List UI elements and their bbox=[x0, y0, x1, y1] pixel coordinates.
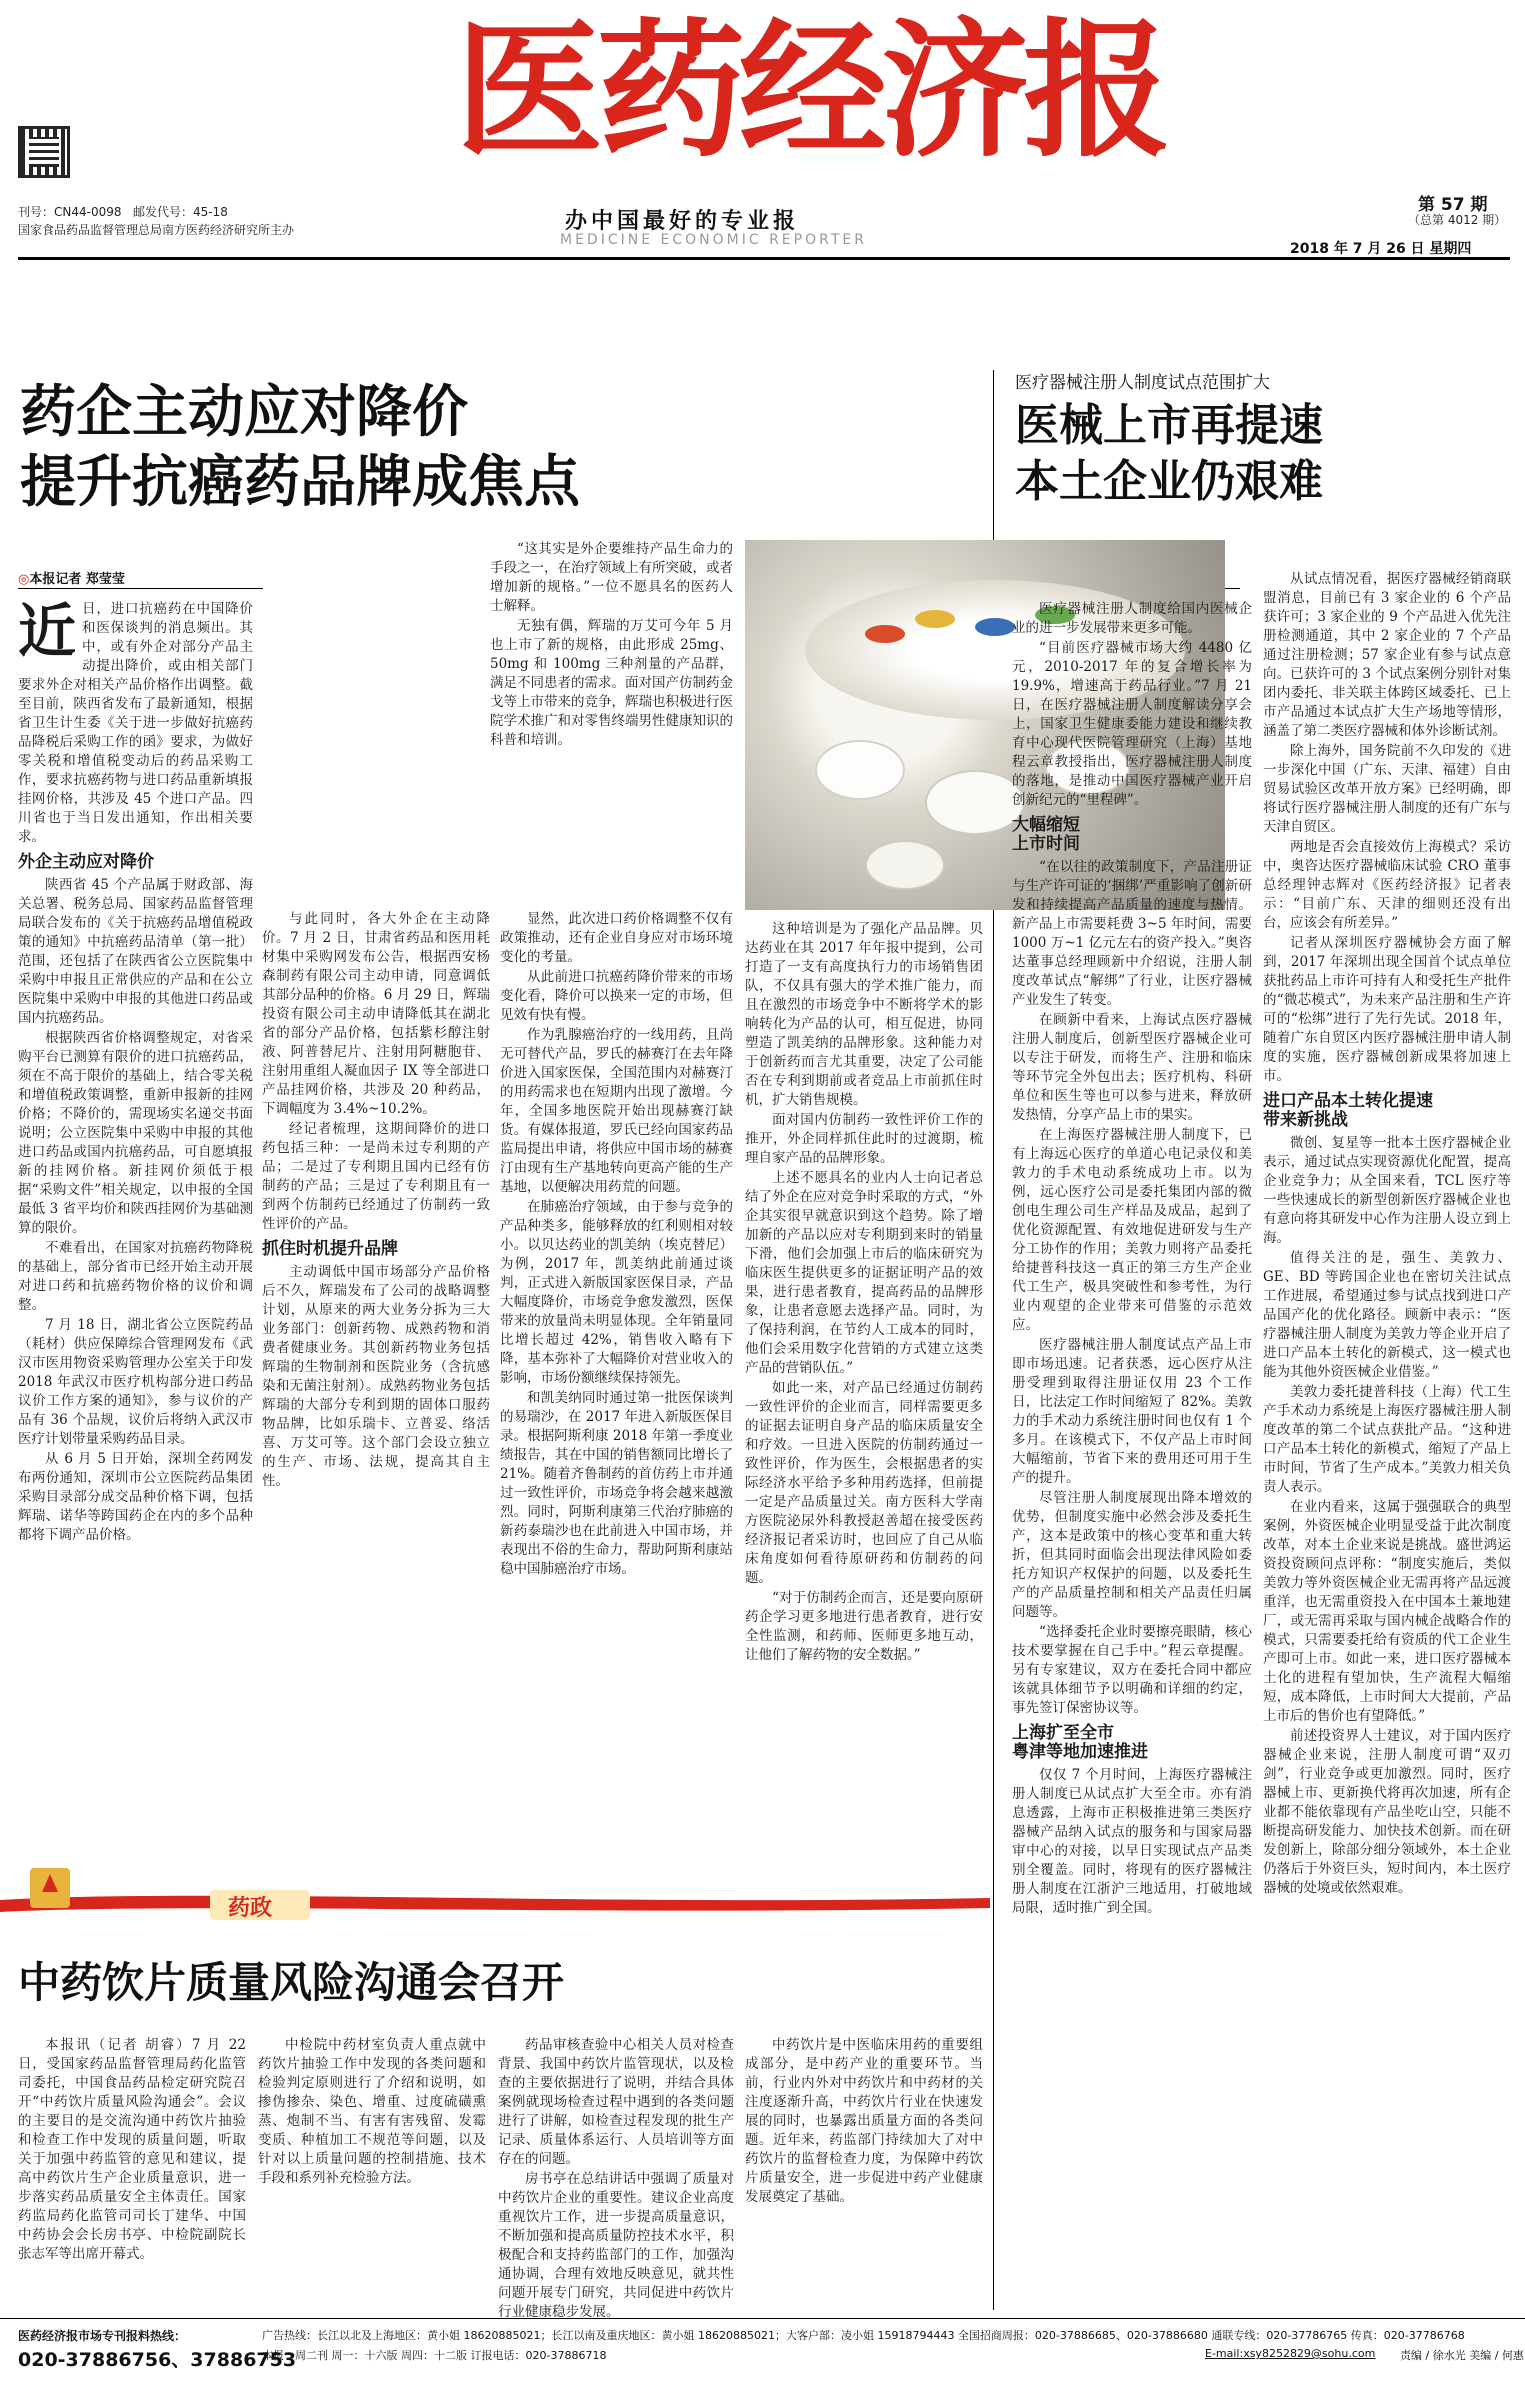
article1-column-4-body: 这种培训是为了强化产品品牌。贝达药业在其 2017 年年报中提到，公司打造了一支有高度执行力的市场销售团队，不仅具有强大的学术推广能力，而且在激烈的市场竞争中不断将学术的影响转化为产品的认可，相互促进，协同塑造了凯美纳的品牌形象。这种能力对于创新药而言尤其重要，决定了公司能否在专利到期前或者竞品上市前抓住时机，扩大销售规模。 面对国内仿制药一致性评价工作的推开，外企同样抓住此时的过渡期，梳理自家产品的品牌形象。 上述不愿具名的业内人士向记者总结了外企在应对竞争时采取的方式，“外企其实很早就意识到这个趋势。除了增加新的产品以应对专利期到来时的销量下滑，他们会加强上市后的临床研究为临床医生提供更多的证据证明产品的效果，进行患者教育，提高药品的品牌形象，让患者意愿去选择产品。同时，为了保持利润，在节约人工成本的同时，他们会采用数字化营销的方式建立这类产品的营销队伍。” 如此一来，对产品已经通过仿制药一致性评价的企业而言，同样需要更多的证据去证明自身产品的临床质量安全和疗效。一旦进入医院的仿制药通过一致性评价，作为医生，会根据患者的实际经济水平给予多种用药选择，但前提一定是产品质量过关。南方医科大学南方医院泌尿外科教授赵善超在接受医药经济报记者采访时，也回应了自己从临床角度如何看待原研药和仿制药的问题。 “对于仿制药企而言，还是要向原研药企学习更多地进行患者教育，进行安全性监测，和药师、医师更多地互动，让他们了解药物的安全数据。” bbox=[745, 921, 983, 1663]
newspaper-title: 医药经济报 bbox=[455, 3, 1165, 177]
article1-subhead-2: 抓住时机提升品牌 bbox=[262, 1239, 398, 1259]
hotline-number: 020-37886756、37886753 bbox=[18, 2349, 297, 2371]
article1-column-2: 与此同时，各大外企在主动降价。7 月 2 日，甘肃省药品和医用耗材集中采购网发布公告，根据西安杨森制药有限公司主动申请，同意调低其部分品种的价格。6 月 29 日，辉瑞投资有限公司主动申请降低其在湖北省的部分产品价格，包括紫杉醇注射液、阿普替尼片、注射用阿糖胞苷、注射用重组人凝血因子 IX 等全部进口产品挂网价格，共涉及 20 种药品，下调幅度为 3.4%~10.2%。 经记者梳理，这期间降价的进口药包括三种：一是尚未过专利期的产品；二是过了专利期且国内已经有仿制药的产品；三是过了专利期且有一到两个仿制药已经通过了仿制药一致性评价的产品。 抓住时机提升品牌 主动调低中国市场部分产品价格后不久，辉瑞发布了公司的战略调整计划，从原来的两大业务分拆为三大业务部门：创新药物、成熟药物和消费者健康业务。其创新药物业务包括辉瑞的生物制剂和医院业务（含抗感染和无菌注射剂）。成熟药物业务包括辉瑞的大部分专利到期的固体口服药物品牌，比如乐瑞卡、立普妥、络活喜、万艾可等。这个部门会设立独立的生产、市场、法规，提高其自主性。 bbox=[262, 911, 490, 1489]
editors: 责编 / 徐水光 美编 / 何惠 bbox=[1400, 2349, 1524, 2362]
article3-column-4: 中药饮片是中医临床用药的重要组成部分，是中药产业的重要环节。当前，行业内外对中药饮片和中药材的关注度逐渐升高，中药饮片行业在快速发展的同时，也暴露出质量方面的各类问题。近年来，药监部门持续加大了对中药饮片的监督检查力度，为保障中药饮片质量安全，进一步促进中药产业健康发展奠定了基础。 bbox=[745, 2037, 983, 2205]
section-tag: 药政 bbox=[228, 1896, 273, 1921]
article1-column-3: 显然，此次进口药价格调整不仅有政策推动，还有企业自身应对市场环境变化的考量。 从此前进口抗癌药降价带来的市场变化看，降价可以换来一定的市场，但见效有快有慢。 作为乳腺癌治疗的一线用药，且尚无可替代产品，罗氏的赫赛汀在去年降价进入国家医保，全国范围内对赫赛汀的用药需求也在短期内出现了激增。今年，全国多地医院开始出现赫赛汀缺货。有媒体报道，罗氏已经向国家药品监局提出申请，将供应中国市场的赫赛汀由现有生产基地转向更高产能的生产基地，以便解决用药荒的问题。 在肺癌治疗领域，由于参与竞争的产品种类多，能够释放的红利则相对较小。以贝达药业的凯美纳（埃克替尼）为例，2017 年，凯美纳此前通过谈判，正式进入新版国家医保目录，产品大幅度降价，市场竞争愈发激烈，医保带来的放量尚未明显体现。全年销量同比增长超过 42%，销售收入略有下降，基本弥补了大幅降价对营业收入的影响，市场份额继续保持领先。 和凯美纳同时通过第一批医保谈判的易瑞沙，在 2017 年进入新版医保目录。根据阿斯利康 2018 年第一季度业绩报告，其在中国的销售额同比增长了 21%。随着齐鲁制药的首仿药上市并通过一致性评价，市场竞争将会越来越激烈。同时，阿斯利康第三代治疗肺癌的新药泰瑞沙也在此前进入中国市场，并表现出不俗的生命力，帮助阿斯利康站稳中国肺癌治疗市场。 bbox=[500, 911, 733, 1577]
slogan-english: MEDICINE ECONOMIC REPORTER bbox=[560, 232, 867, 248]
article1-byline: ◎本报记者 郑莹莹 bbox=[18, 572, 125, 587]
issn-code: 刊号：CN44-0098 bbox=[18, 205, 122, 219]
email-link[interactable]: E-mail:xsy8252829@sohu.com bbox=[1205, 2347, 1376, 2360]
total-issue: （总第 4012 期） bbox=[1408, 213, 1507, 227]
article1-subhead-1: 外企主动应对降价 bbox=[18, 852, 154, 872]
article1-headline: 药企主动应对降价 提升抗癌药品牌成焦点 bbox=[20, 380, 580, 515]
article2-headline: 医械上市再提速 本土企业仍艰难 bbox=[1015, 400, 1323, 507]
article2-column-2: 从试点情况看，据医疗器械经销商联盟消息，目前已有 3 家企业的 6 个产品获许可；3 家企业的 9 个产品进入优先注册检测通道，其中 2 家企业的 7 个产品通过注册检测；57 家企业有参与试点意向。已获许可的 3 个试点案例分别针对集团内委托、非关联主体跨区域委托、已上市产品通过本试点扩大生产场地等情形，涵盖了第二类医疗器械和体外诊断试剂。 除上海外，国务院前不久印发的《进一步深化中国（广东、天津、福建）自由贸易试验区改革开放方案》已经明确，即将试行医疗器械注册人制度的还有广东与天津自贸区。 两地是否会直接效仿上海模式？采访中，奥咨达医疗器械临床试验 CRO 董事总经理钟志辉对《医药经济报》记者表示：“目前广东、天津的细则还没有出台，应该会有所差异。” 记者从深圳医疗器械协会方面了解到，2017 年深圳出现全国首个试点单位获批药品上市许可持有人和受托生产批件的“微芯模式”，为未来产品注册和生产许可的“松绑”进行了先行先试。2018 年，随着广东自贸区内医疗器械注册申请人制度的实施，医疗器械创新成果将加速上市。 进口产品本土转化提速 带来新挑战 微创、复星等一批本土医疗器械企业表示，通过试点实现资源优化配置，提高企业竞争力；从全国来看，TCL 医疗等一些快速成长的新型创新医疗器械企业也有意向将其研发中心作为注册人设立到上海。 值得关注的是，强生、美敦力、GE、BD 等跨国企业也在密切关注试点工作进展，希望通过参与试点找到进口产品国产化的优化路径。顾新中表示：“医疗器械注册人制度为美敦力等企业开启了进口产品本土转化的新模式，这一模式也能为其他外资医械企业借鉴。” 美敦力委托捷普科技（上海）代工生产手术动力系统是上海医疗器械注册人制度改革的第二个试点获批产品。“这种进口产品本土转化的新模式，缩短了产品上市时间，节省了生产成本。”美敦力相关负责人表示。 在业内看来，这属于强强联合的典型案例，外资医械企业明显受益于此次制度改革，对本土企业来说是挑战。盛世鸿运资投资顾问点评称：“制度实施后，类似美敦力等外资医械企业无需再将产品远渡重洋，也无需重资投入在中国本土兼地建厂，或无需再采取与国内械企战略合作的模式，只需要委托给有资质的代工企业生产即可上市。如此一来，进口医疗器械本土化的进程有望加快，生产流程大幅缩短，成本降低，上市时间大大提前，产品上市后的售价也有望降低。” 前述投资界人士建议，对于国内医疗器械企业来说，注册人制度可谓“双刃剑”，行业竞争或更加激烈。同时，医疗器械上市、更新换代将再次加速，所有企业都不能依靠现有产品坐吃山空，只能不断提高研发能力、加快技术创新。而在研发创新上，除部分细分领域外，本土企业仍落后于外资巨头，短时间内，本土医疗器械的处境或依然艰难。 bbox=[1263, 571, 1511, 1896]
article1-column-3-top: “这其实是外企要维持产品生命力的手段之一，在治疗领域上有所突破，或者增加新的规格。”一位不愿具名的医药人士解释。 无独有偶，辉瑞的万艾可今年 5 月也上市了新的规格，由此形成 25mg、50mg 和 100mg 三种剂量的产品群，满足不同患者的需求。面对国产仿制药金戈等上市带来的竞争，辉瑞也积极进行医院学术推广和对零售终端男性健康知识的科普和培训。 bbox=[490, 541, 733, 748]
schedule-line: 本报一周二刊 周一：十六版 周四：十二版 订报电话：020-37886718 bbox=[262, 2349, 607, 2362]
article3-column-3: 药品审核查验中心相关人员对检查背景、我国中药饮片监管现状，以及检查的主要依据进行了说明，并结合具体案例就现场检查过程中遇到的各类问题进行了讲解，如检查过程发现的批生产记录、质量体系运行、人员培训等方面存在的问题。 房书亭在总结讲话中强调了质量对中药饮片企业的重要性。建议企业高度重视饮片工作，进一步提高质量意识，不断加强和提高质量防控技术水平，积极配合和支持药监部门的工作，加强沟通协调，合理有效地反映意见，就共性问题开展专门研究，共同促进中药饮片行业健康稳步发展。 bbox=[498, 2037, 734, 2320]
byline-rule bbox=[18, 588, 263, 589]
issue-date: 2018 年 7 月 26 日 星期四 bbox=[1290, 241, 1472, 257]
footer bbox=[0, 2318, 1525, 2396]
qr-code bbox=[18, 126, 70, 178]
masthead-rule bbox=[18, 257, 1510, 260]
policy-section-band bbox=[0, 1858, 1000, 1920]
slogan: 办中国最好的专业报 bbox=[565, 209, 800, 234]
ads-line: 广告热线：长江以北及上海地区：黄小姐 18620885021；长江以南及重庆地区：黄小姐 18620885021；大客户部：凌小姐 15918794443 全国招商周报：020-37886685、020-37886680 通联专线：020-37786765 传真：020-37786768 bbox=[262, 2329, 1465, 2342]
publisher-org: 国家食品药品监督管理总局南方医药经济研究所主办 bbox=[18, 223, 295, 237]
article1-column-1: 近日，进口抗癌药在中国降价和医保谈判的消息频出。其中，或有外企对部分产品主动提出降价，或由相关部门要求外企对相关产品价格作出调整。截至目前，陕西省发布了最新通知，根据省卫生计生委《关于进一步做好抗癌药品降税后采购工作的函》要求，为做好零关税和增值税变动后的药品采购工作，要求抗癌药物与进口药品重新填报挂网价格，共涉及 45 个进口产品。四川省也于当日发出通知，作出相关要求。 外企主动应对降价 陕西省 45 个产品属于财政部、海关总署、税务总局、国家药品监督管理局联合发布的《关于抗癌药品增值税政策的通知》中抗癌药品清单（第一批）范围，还包括了在陕西省公立医院集中采购中申报且正常供应的产品和在公立医院集中采购中申报的其他进口药品或国内抗癌药品。 根据陕西省价格调整规定，对省采购平台已测算有限价的进口抗癌药品，须在不高于限价的基础上，结合零关税和增值税政策调整，重新申报新的挂网价格；不降价的，需现场实名递交书面说明；公立医院集中采购中申报的其他进口药品或国内抗癌药品，可自愿填报新的挂网价格。新挂网价须低于根据“采购文件”相关规定，以申报的全国最低 3 省平均价和陕西挂网价为基础测算的限价。 不难看出，在国家对抗癌药物降税的基础上，部分省市已经开始主动开展对进口药和抗癌药物价格的议价和调整。 7 月 18 日，湖北省公立医院药品（耗材）供应保障综合管理网发布《武汉市医用物资采购管理办公室关于印发 2018 年武汉市医疗机构部分进口药品议价工作方案的通知》，参与议价的产品有 36 个品规，议价后将纳入武汉市医疗计划带量采购药品目录。 从 6 月 5 日开始，深圳全药网发布两份通知，深圳市公立医院药品集团采购目录部分成交品种价格下调，包括辉瑞、诺华等跨国药企在内的多个品种都将下调产品价格。 bbox=[18, 597, 253, 1543]
issue-number: 第 57 期 bbox=[1418, 195, 1488, 215]
postal-code: 邮发代号：45-18 bbox=[132, 205, 228, 219]
article2-subhead-1: 大幅缩短 上市时间 bbox=[1012, 815, 1080, 854]
hotline-label: 医药经济报市场专刊报料热线： bbox=[18, 2329, 187, 2343]
article3-headline: 中药饮片质量风险沟通会召开 bbox=[18, 1958, 565, 2007]
article2-kicker: 医疗器械注册人制度试点范围扩大 bbox=[1015, 373, 1270, 393]
article2-column-1: 医疗器械注册人制度给国内医械企业的进一步发展带来更多可能。 “目前医疗器械市场大约 4480 亿元，2010-2017 年的复合增长率为 19.9%，增速高于药品行业。”7 月 21 日，在医疗器械注册人制度解读分享会上，国家卫生健康委能力建设和继续教育中心现代医院管理研究（上海）基地程云章教授指出，医疗器械注册人制度的落地，是推动中国医疗器械产业开启创新纪元的“里程碑”。 大幅缩短 上市时间 “在以往的政策制度下，产品注册证与生产许可证的‘捆绑’严重影响了创新研发和持续提高产品质量的速度与热情。新产品上市需要耗费 3~5 年时间，需要 1000 万~1 亿元左右的资产投入。”奥咨达董事总经理顾新中介绍说，注册人制度改革试点“解绑”了行业，让医疗器械产业发生了转变。 在顾新中看来，上海试点医疗器械注册人制度后，创新型医疗器械企业可以专注于研发，而将生产、注册和临床等环节完全外包出去；医疗机构、科研单位和医生等也可以参与进来，释放研发热情，分享产品上市的果实。 在上海医疗器械注册人制度下，已有上海远心医疗的单道心电记录仪和美敦力的手术电动系统成功上市。以为例，远心医疗公司是委托集团内部的微创电生理公司生产样品及成品，起到了优化资源配置、有效地促进研发与生产分工协作的作用；美敦力则将产品委托给捷普科技这一真正的第三方生产企业代工生产，极具突破性和参考性，为行业内观望的企业带来可借鉴的示范效应。 医疗器械注册人制度试点产品上市即市场迅速。记者获悉，远心医疗从注册受理到取得注册证仅用 23 个工作日，比法定工作时间缩短了 82%。美敦力的手术动力系统注册时间也仅有 1 个多月。在该模式下，不仅产品上市时间大幅缩前，节省下来的费用还可用于生产的提升。 尽管注册人制度展现出降本增效的优势，但制度实施中必然会涉及委托生产，这本是政策中的核心变革和重大转折，但其同时面临会出现法律风险如委托方知识产权保护的问题，以及委托生产的产品质量控制和相关产品责任归属问题等。 “选择委托企业时要擦亮眼睛，核心技术要掌握在自己手中。”程云章提醒。另有专家建议，双方在委托合同中都应该就具体细节予以明确和详细的约定，事先签订保密协议等。 上海扩至全市 粤津等地加速推进 仅仅 7 个月时间，上海医疗器械注册人制度已从试点扩大至全市。亦有消息透露，上海市正积极推进第三类医疗器械产品纳入试点的服务和与国家局器审中心的对接，以早日实现试点产品类别全覆盖。同时，将现有的医疗器械注册人制度在江浙沪三地适用，打破地域局限，适时推广到全国。 bbox=[1012, 601, 1252, 1916]
article2-subhead-3: 进口产品本土转化提速 带来新挑战 bbox=[1263, 1091, 1433, 1130]
article2-subhead-2: 上海扩至全市 粤津等地加速推进 bbox=[1012, 1723, 1148, 1762]
article3-column-1: 本报讯（记者 胡睿）7 月 22 日，受国家药品监督管理局药化监管司委托，中国食品药品检定研究院召开“中药饮片质量风险沟通会”。会议的主要目的是交流沟通中药饮片抽验和检查工作中发现的质量问题，听取关于加强中药监管的意见和建议，提高中药饮片生产企业质量意识，进一步落实药品质量安全主体责任。国家药监局药化监管司司长丁建华、中国中药协会会长房书亭、中检院副院长张志军等出席开幕式。 bbox=[18, 2037, 246, 2262]
dropcap: 近 bbox=[18, 597, 77, 665]
spacer-51 bbox=[745, 540, 746, 541]
article3-column-2: 中检院中药材室负责人重点就中药饮片抽验工作中发现的各类问题和检验判定原则进行了介绍和说明，如掺伪掺杂、染色、增重、过度硫磺熏蒸、炮制不当、有害有害残留、发霉变质、种植加工不规范等问题，以及针对以上质量问题的控制措施、技术手段和系列补充检验方法。 bbox=[258, 2037, 486, 2186]
